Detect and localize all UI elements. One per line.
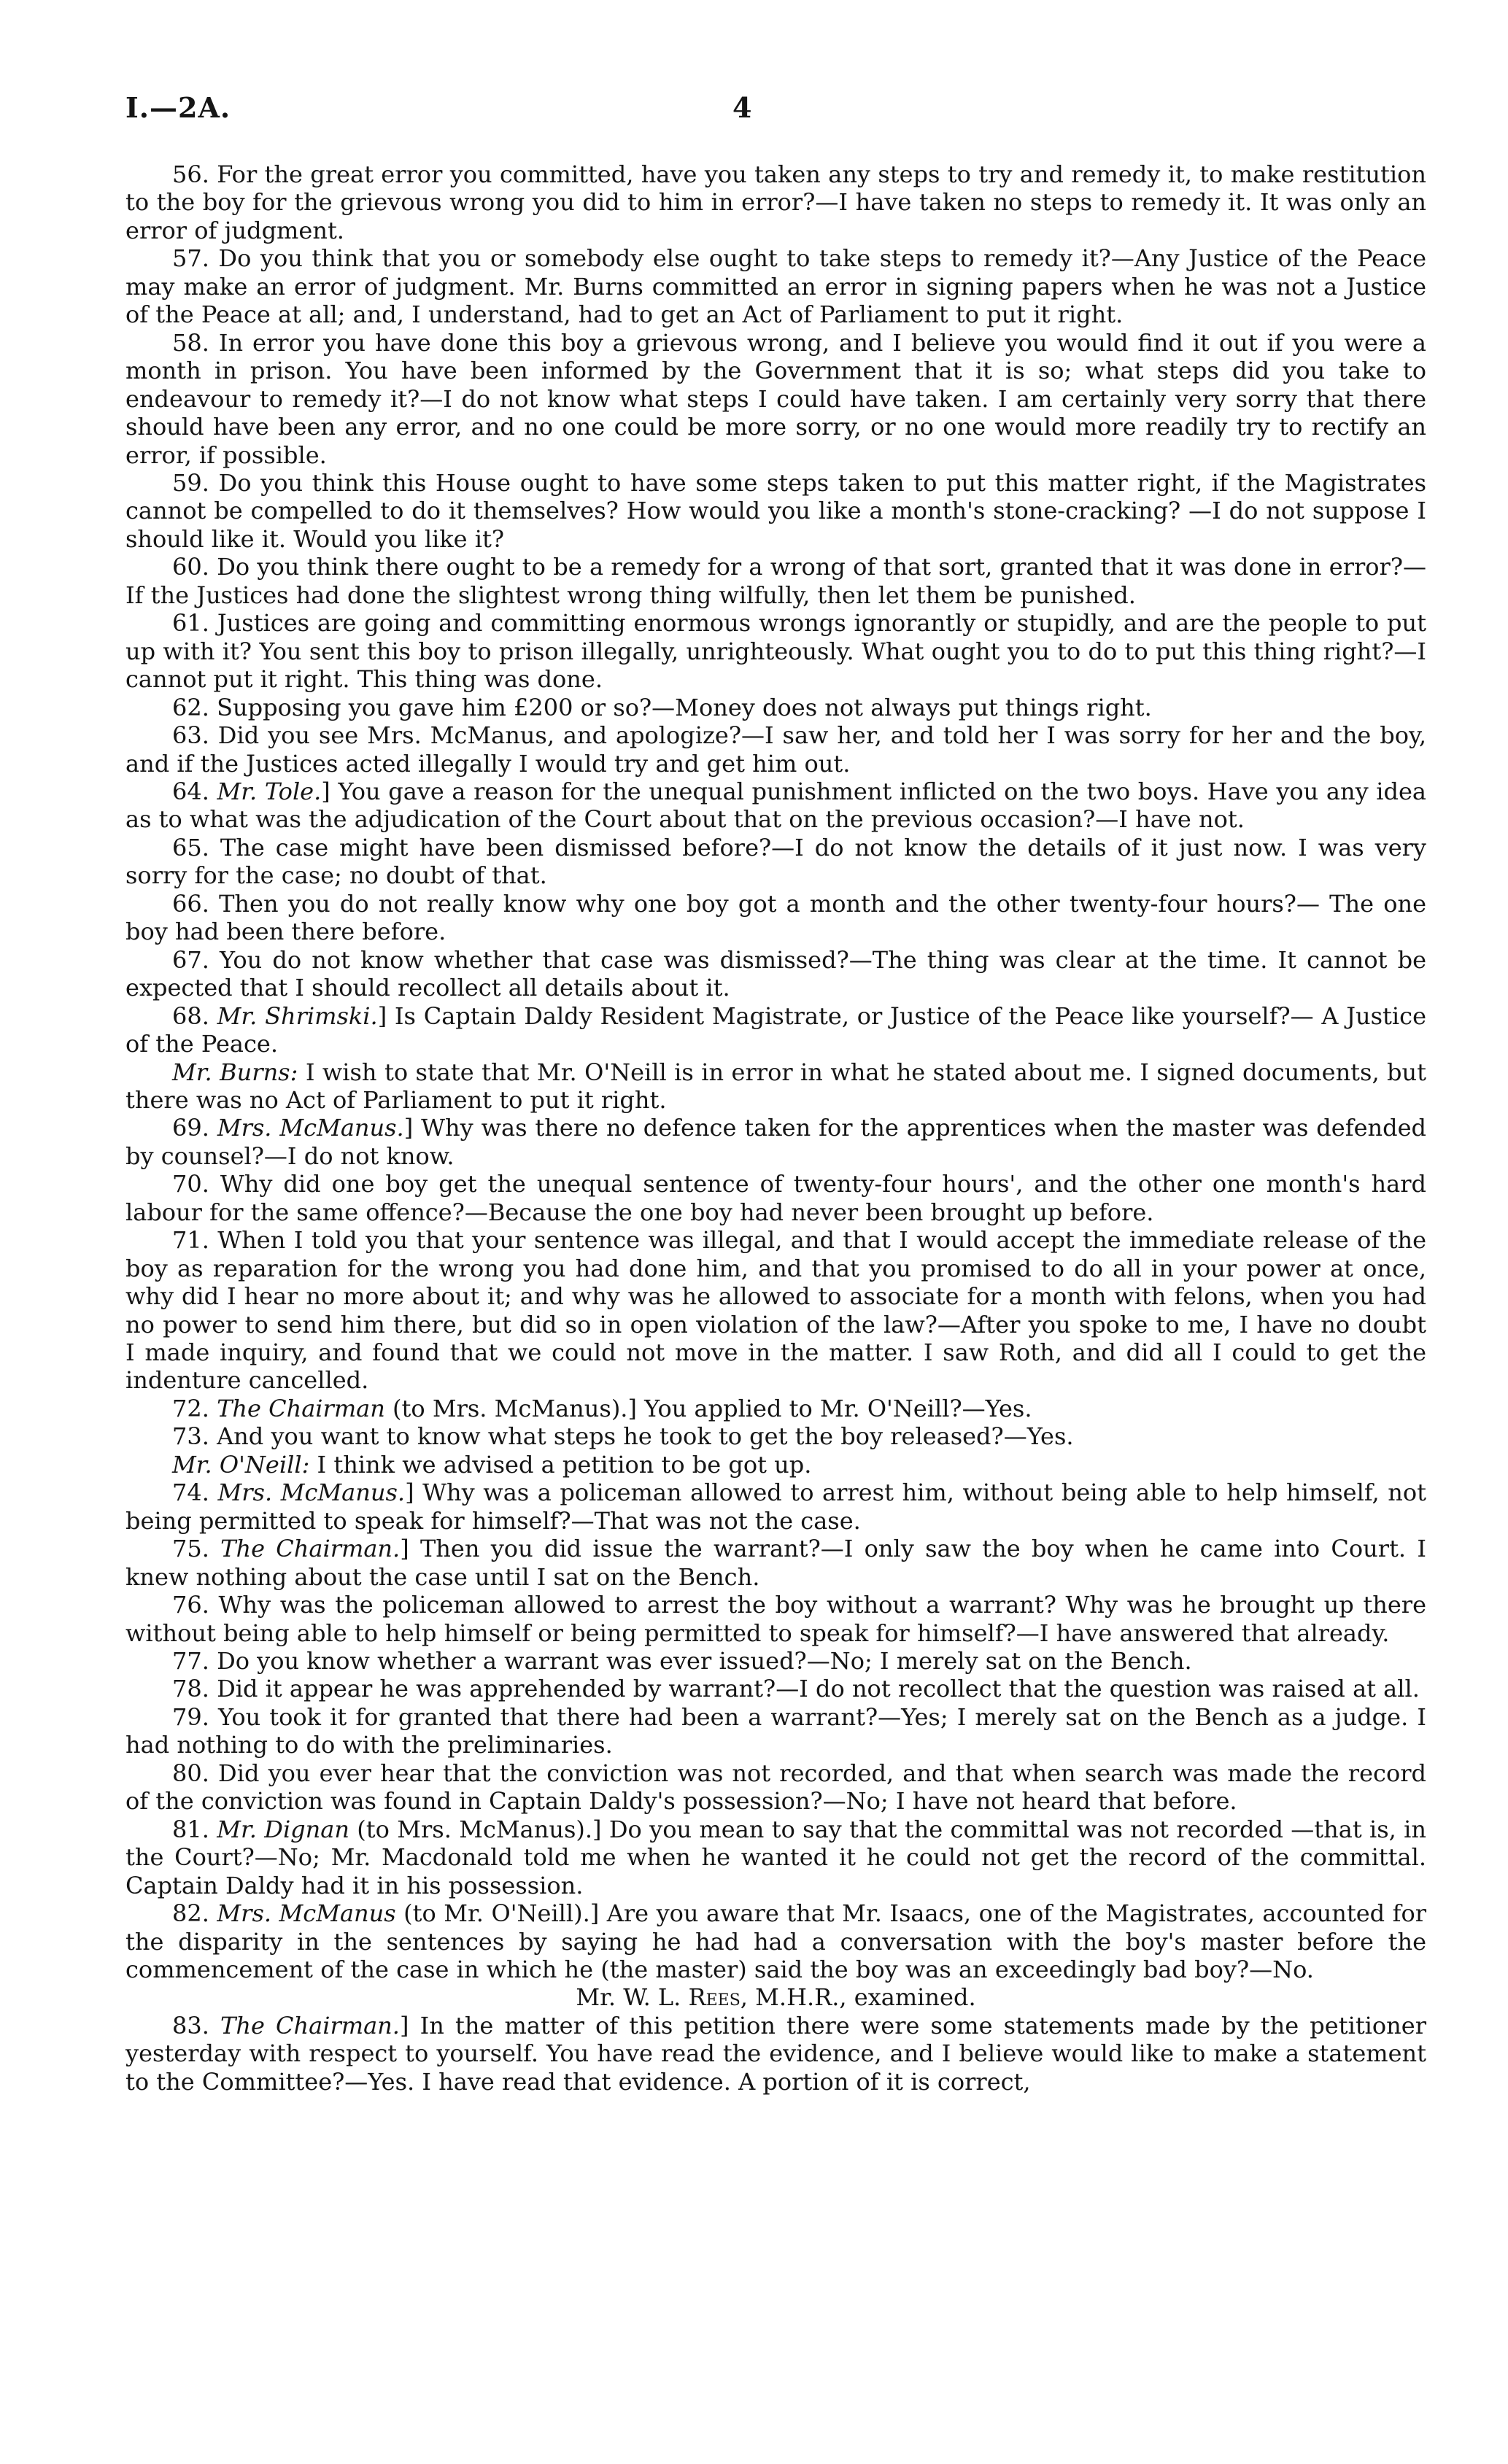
question-text: (to Mrs. McManus).] You applied to Mr. O'Neill?—Yes. (384, 1394, 1032, 1422)
question-number: 72. (172, 1394, 209, 1422)
question-paragraph (125, 1591, 1426, 1647)
witness-suffix: , M.H.R., examined. (740, 1983, 976, 2012)
question-text: Did it appear he was apprehended by warrant?—I do not recollect that the question was raised at all. (217, 1675, 1420, 1703)
question-number: 62. (172, 693, 209, 721)
question-text: Do you know whether a warrant was ever issued?—No; I merely sat on the Bench. (217, 1647, 1192, 1675)
question-text: I think we advised a petition to be got up. (309, 1450, 812, 1479)
question-text: The case might have been dismissed before?—I do not know the details of it just now. I was very sorry for the case; no doubt of that. (125, 833, 1427, 890)
question-paragraph (125, 329, 1426, 469)
question-paragraph (125, 778, 1426, 834)
question-number: 64. (172, 777, 209, 805)
question-paragraph (125, 1058, 1426, 1115)
question-text: For the great error you committed, have you taken any steps to try and remedy it, to make restitution to the boy for the grievous wrong you did to him in error?—I have taken no steps to remedy it. It was only an error of judgment. (125, 160, 1427, 244)
question-number: 63. (172, 721, 209, 750)
speaker-name: Mr. Burns: (172, 1058, 298, 1086)
speaker-name: Mr. Shrimski. (217, 1002, 378, 1030)
question-paragraph (125, 160, 1426, 244)
speaker-name: Mr. O'Neill: (172, 1450, 310, 1479)
witness-prefix: Mr. W. L. (576, 1983, 689, 2012)
question-paragraph (125, 1479, 1426, 1535)
question-text: Supposing you gave him £200 or so?—Money does not always put things right. (217, 693, 1152, 721)
question-paragraph (125, 469, 1426, 553)
question-paragraph (125, 1703, 1426, 1759)
question-number: 79. (172, 1702, 209, 1731)
question-number: 60. (172, 553, 209, 581)
question-text: Do you think there ought to be a remedy for a wrong of that sort, granted that it was done in error?—If the Justices had done the slightest wrong thing wilfully, then let them be punished. (125, 553, 1427, 609)
witness-heading (125, 1983, 1426, 2011)
question-number: 68. (172, 1002, 209, 1030)
question-number: 65. (172, 833, 209, 861)
speaker-name: Mrs. McManus (217, 1899, 396, 1928)
document-reference: I.—2A. (125, 91, 231, 124)
speaker-name: Mr. Tole. (217, 777, 322, 805)
question-text: Did you see Mrs. McManus, and apologize?—I saw her, and told her I was sorry for her and the boy, and if the Justices acted illegally I would try and get him out. (125, 721, 1427, 778)
question-number: 71. (172, 1226, 209, 1255)
question-number: 67. (172, 945, 209, 974)
questions-list (125, 160, 1426, 1983)
question-text: Do you think this House ought to have some steps taken to put this matter right, if the Magistrates cannot be compelled to do it themselves? How would you like a month's stone-cracking? —I do not suppose I should like it. Would you like it? (125, 468, 1427, 553)
question-paragraph (125, 1422, 1426, 1450)
question-text: Why did one boy get the unequal sentence of twenty-four hours', and the other one month's hard labour for the same offence?—Because the one boy had never been brought up before. (125, 1170, 1427, 1226)
question-paragraph (125, 890, 1426, 946)
question-number: 74. (172, 1479, 209, 1507)
question-text: ] In the matter of this petition there were some statements made by the petitioner yesterday with respect to yourself. You have read the evidence, and I believe would like to make a statement to the Committee?—Yes. I have read that evidence. A portion of it is correct, (125, 2011, 1427, 2096)
question-number: 69. (172, 1114, 209, 1142)
question-number: 56. (172, 160, 209, 188)
question-number: 57. (172, 244, 209, 273)
question-number: 77. (172, 1647, 209, 1675)
question-text: ] Then you did issue the warrant?—I only saw the boy when he came into Court. I knew nothing about the case until I sat on the Bench. (125, 1535, 1427, 1591)
question-paragraph (125, 834, 1426, 890)
question-paragraph (125, 1535, 1426, 1591)
question-number: 58. (172, 328, 209, 357)
question-text: (to Mrs. McManus).] Do you mean to say that the committal was not recorded —that is, in the Court?—No; Mr. Macdonald told me when he wanted it he could not get the record of the committal. Captain Daldy had it in his possession. (125, 1815, 1427, 1899)
question-paragraph (125, 1451, 1426, 1479)
question-number: 75. (172, 1535, 209, 1563)
question-text: Did you ever hear that the conviction was not recorded, and that when search was made the record of the conviction was found in Captain Daldy's possession?—No; I have not heard that before. (125, 1759, 1427, 1816)
page-header (125, 91, 1426, 135)
speaker-name: Mrs. McManus. (217, 1114, 404, 1142)
question-paragraph (125, 1816, 1426, 1899)
question-paragraph (125, 1899, 1426, 1983)
question-number: 73. (172, 1422, 209, 1451)
question-text: Justices are going and committing enormous wrongs ignorantly or stupidly, and are the people to put up with it? You sent this boy to prison illegally, unrighteously. What ought you to do to put this thing right?—I cannot put it right. This thing was done. (125, 609, 1427, 694)
question-text: In error you have done this boy a grievous wrong, and I believe you would find it out if you were a month in prison. You have been informed by the Government that it is so; what steps did you take to endeavour to remedy it?—I do not know what steps I could have taken. I am certainly very sorry that there should have been any error, and no one could be more sorry, or no one would more readily try to rectify an error, if possible. (125, 328, 1427, 469)
question-number: 66. (172, 889, 209, 918)
question-paragraph (125, 694, 1426, 721)
question-text: I wish to state that Mr. O'Neill is in error in what he stated about me. I signed documents, but there was no Act of Parliament to put it right. (125, 1058, 1427, 1114)
question-paragraph (125, 1759, 1426, 1816)
question-paragraph (125, 1114, 1426, 1170)
question-paragraph (125, 1675, 1426, 1702)
question-text: You do not know whether that case was dismissed?—The thing was clear at the time. It cannot be expected that I should recollect all details about it. (125, 945, 1427, 1002)
question-text: Then you do not really know why one boy got a month and the other twenty-four hours?— The one boy had been there before. (125, 889, 1427, 946)
page-number: 4 (732, 91, 752, 124)
question-paragraph (125, 946, 1426, 1002)
speaker-name: The Chairman. (220, 1535, 401, 1563)
question-text: And you want to know what steps he took to get the boy released?—Yes. (217, 1422, 1074, 1451)
question-text: ] Why was a policeman allowed to arrest him, without being able to help himself, not being permitted to speak for himself?—That was not the case. (125, 1479, 1427, 1535)
question-paragraph (125, 244, 1426, 328)
question-paragraph (125, 609, 1426, 693)
question-number: 78. (172, 1675, 209, 1703)
question-text: When I told you that your sentence was illegal, and that I would accept the immediate release of the boy as reparation for the wrong you had done him, and that you promised to do all in your power at once, why did I hear no more about it; and why was he allowed to associate for a month with felons, when you had no power to send him there, but did so in open violation of the law?—After you spoke to me, I have no doubt I made inquiry, and found that we could not move in the matter. I saw Roth, and did all I could to get the indenture cancelled. (125, 1226, 1427, 1395)
question-paragraph (125, 1395, 1426, 1422)
final-question-paragraph (125, 2012, 1426, 2096)
speaker-name: The Chairman. (220, 2011, 400, 2039)
question-text: ] Is Captain Daldy Resident Magistrate, or Justice of the Peace like yourself?— A Justice of the Peace. (125, 1002, 1427, 1058)
speaker-name: Mr. Dignan (217, 1815, 349, 1843)
question-paragraph (125, 721, 1426, 778)
question-number: 81. (172, 1815, 209, 1843)
question-number: 82. (172, 1899, 209, 1928)
question-number: 80. (172, 1759, 209, 1787)
question-number: 83. (172, 2011, 209, 2039)
question-text: Do you think that you or somebody else ought to take steps to remedy it?—Any Justice of the Peace may make an error of judgment. Mr. Burns committed an error in signing papers when he was not a Justice of the Peace at all; and, I understand, had to get an Act of Parliament to put it right. (125, 244, 1427, 329)
question-paragraph (125, 1226, 1426, 1395)
question-number: 76. (172, 1591, 209, 1619)
question-number: 61. (172, 609, 209, 638)
question-paragraph (125, 1002, 1426, 1058)
question-text: ] You gave a reason for the unequal punishment inflicted on the two boys. Have you any idea as to what was the adjudication of the Court about that on the previous occasion?—I have not. (125, 777, 1427, 834)
question-text: (to Mr. O'Neill).] Are you aware that Mr. Isaacs, one of the Magistrates, accounted for the disparity in the sentences by saying he had had a conversation with the boy's master before the commencement of the case in which he (the master) said the boy was an exceedingly bad boy?—No. (125, 1899, 1427, 1983)
witness-name: Rees (688, 1983, 741, 2012)
question-text: Why was the policeman allowed to arrest the boy without a warrant? Why was he brought up there without being able to help himself or being permitted to speak for himself?—I have answered that already. (125, 1591, 1427, 1647)
question-paragraph (125, 553, 1426, 609)
question-text: You took it for granted that there had been a warrant?—Yes; I merely sat on the Bench as a judge. I had nothing to do with the preliminaries. (125, 1702, 1427, 1759)
speaker-name: Mrs. McManus. (217, 1479, 406, 1507)
speaker-name: The Chairman (217, 1394, 385, 1422)
question-paragraph (125, 1647, 1426, 1675)
question-number: 70. (172, 1170, 209, 1198)
question-number: 59. (172, 468, 209, 497)
question-paragraph (125, 1170, 1426, 1226)
question-text: ] Why was there no defence taken for the apprentices when the master was defended by counsel?—I do not know. (125, 1114, 1427, 1170)
evidence-body (125, 160, 1426, 2096)
